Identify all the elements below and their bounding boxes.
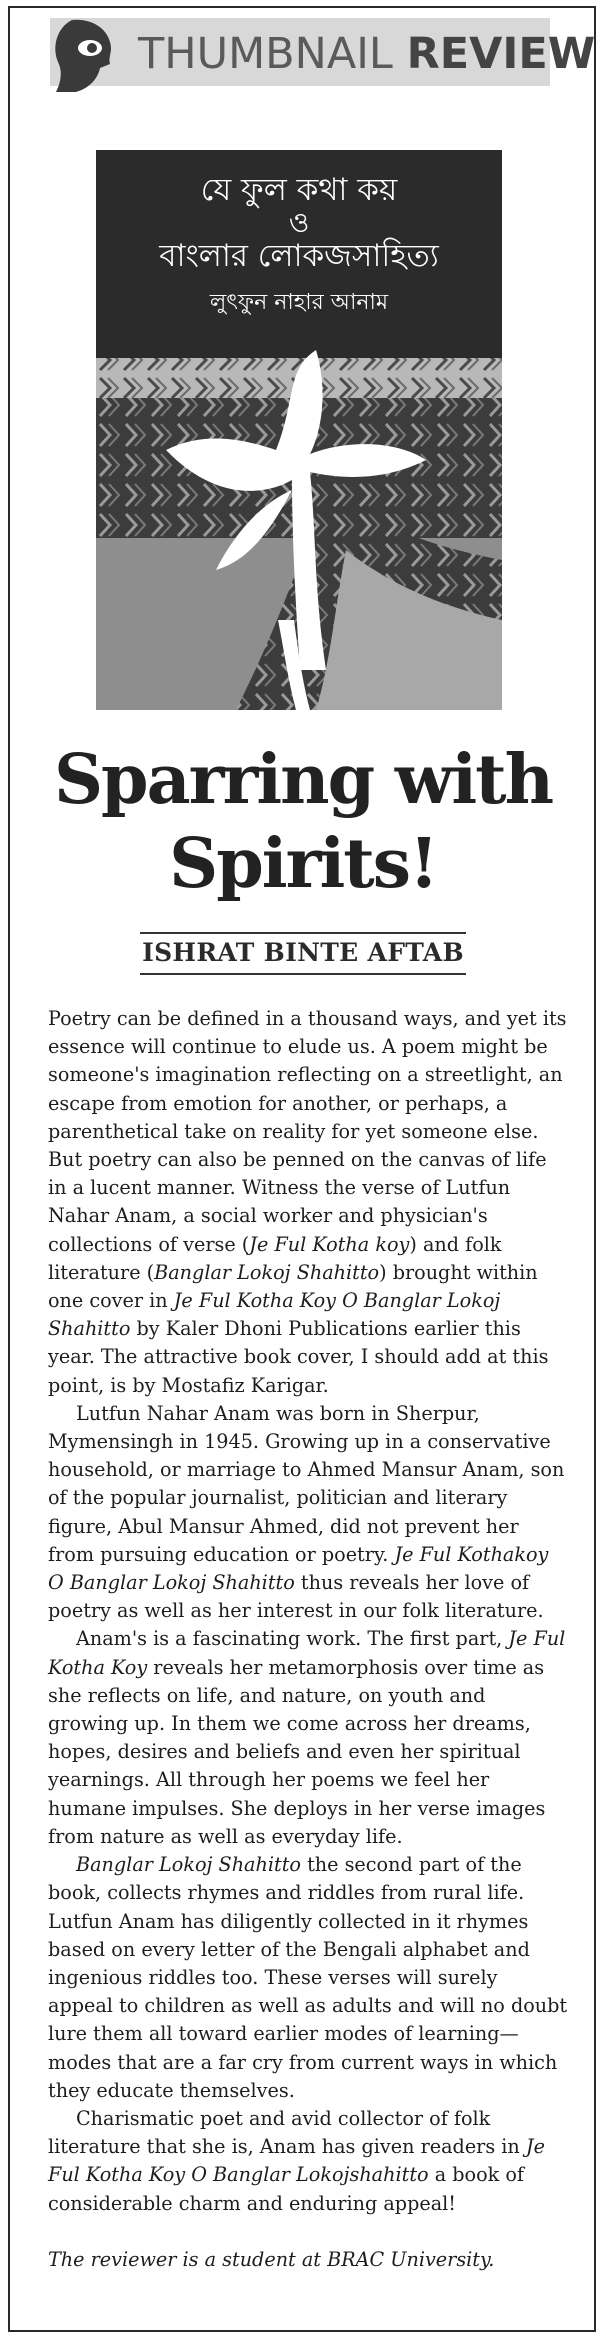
p1-text: ) brought within one cover in bbox=[48, 1260, 538, 1313]
paragraph-2 bbox=[48, 1400, 568, 1626]
headline-line1: Sparring with bbox=[53, 740, 553, 820]
p3-text: Anam's is a fascinating work. The first part, bbox=[76, 1627, 509, 1651]
book-title-italic: Je Ful Kothakoy O Banglar Lokoj Shahitto bbox=[48, 1542, 549, 1595]
article-headline bbox=[20, 738, 586, 906]
p5-text: a book of considerable charm and enduring appeal! bbox=[48, 2163, 524, 2215]
book-title-italic: Je Ful Kotha Koy O Banglar Lokoj Shahitto bbox=[48, 1289, 501, 1341]
byline-container bbox=[0, 932, 606, 975]
paragraph-4 bbox=[48, 1851, 568, 2105]
headline-line2: Spirits! bbox=[169, 824, 437, 904]
banner-title bbox=[138, 30, 595, 78]
article-body bbox=[48, 1005, 568, 2274]
section-banner bbox=[50, 18, 596, 86]
p1-text: by Kaler Dhoni Publications earlier this year. The attractive book cover, I should add at this point, is by Mostafiz Karigar. bbox=[48, 1317, 549, 1397]
p4-text: the second part of the book, collects rhymes and riddles from rural life. Lutfun Anam has diligently collected in it rhymes based on every letter of the Bengali alphabet and ingenious riddles too. These verses will surely appeal to children as well as adults and will no doubt lure them all toward earlier modes of learning—modes that are a far cry from current ways in which they educate themselves. bbox=[48, 1853, 568, 2102]
paragraph-3 bbox=[48, 1625, 568, 1851]
book-title-italic: Je Ful Kotha koy bbox=[249, 1232, 410, 1256]
face-logo-icon bbox=[50, 18, 128, 96]
banner-word-thumbnail: THUMBNAIL bbox=[138, 29, 393, 79]
cover-title-line2: ও bbox=[288, 206, 310, 239]
banner-word-review: REVIEW bbox=[406, 29, 596, 79]
p3-text: reveals her metamorphosis over time as she reflects on life, and nature, on youth and growing up. In them we come across her dreams, hopes, desires and beliefs and even her spiritual yearnings. All through her poems we feel her humane impulses. She deploys in her verse images from nature as well as everyday life. bbox=[48, 1655, 546, 1848]
cover-author: লুৎফুন নাহার আনাম bbox=[209, 290, 389, 315]
paragraph-5 bbox=[48, 2105, 568, 2218]
book-title-italic: Banglar Lokoj Shahitto bbox=[154, 1260, 380, 1284]
book-title-italic: Banglar Lokoj Shahitto bbox=[76, 1853, 301, 1877]
cover-title-line1: যে ফুল কথা কয় bbox=[200, 172, 398, 208]
book-title-italic: Je Ful Kotha Koy bbox=[48, 1627, 566, 1679]
p1-text: Poetry can be defined in a thousand ways, and yet its essence will continue to elude us. A poem might be someone's imagination reflecting on a streetlight, an escape from emotion for another, or perhaps, a parenthetical take on reality for yet someone else. But poetry can also be penned on the canvas of life in a lucent manner. Witness the verse of Lutfun Nahar Anam, a social worker and physician's collections of verse ( bbox=[48, 1007, 567, 1256]
p1-text: ) and folk literature ( bbox=[48, 1232, 502, 1284]
byline: ISHRAT BINTE AFTAB bbox=[140, 932, 466, 975]
cover-title-line3: বাংলার লোকজসাহিত্য bbox=[159, 238, 439, 274]
paragraph-1 bbox=[48, 1005, 568, 1400]
book-title-italic: Je Ful Kotha Koy O Banglar Lokojshahitto bbox=[48, 2135, 545, 2187]
p5-text: Charismatic poet and avid collector of folk literature that she is, Anam has given readers in bbox=[48, 2106, 526, 2159]
p2-text: Lutfun Nahar Anam was born in Sherpur, Mymensingh in 1945. Growing up in a conservative household, or marriage to Ahmed Mansur Anam, son of the popular journalist, politician and literary figure, Abul Mansur Ahmed, did not prevent her from pursuing education or poetry. bbox=[48, 1401, 565, 1566]
book-cover-image bbox=[96, 150, 502, 710]
reviewer-note: The reviewer is a student at BRAC University. bbox=[48, 2247, 495, 2271]
p2-text: thus reveals her love of poetry as well as her interest in our folk literature. bbox=[48, 1571, 544, 1623]
